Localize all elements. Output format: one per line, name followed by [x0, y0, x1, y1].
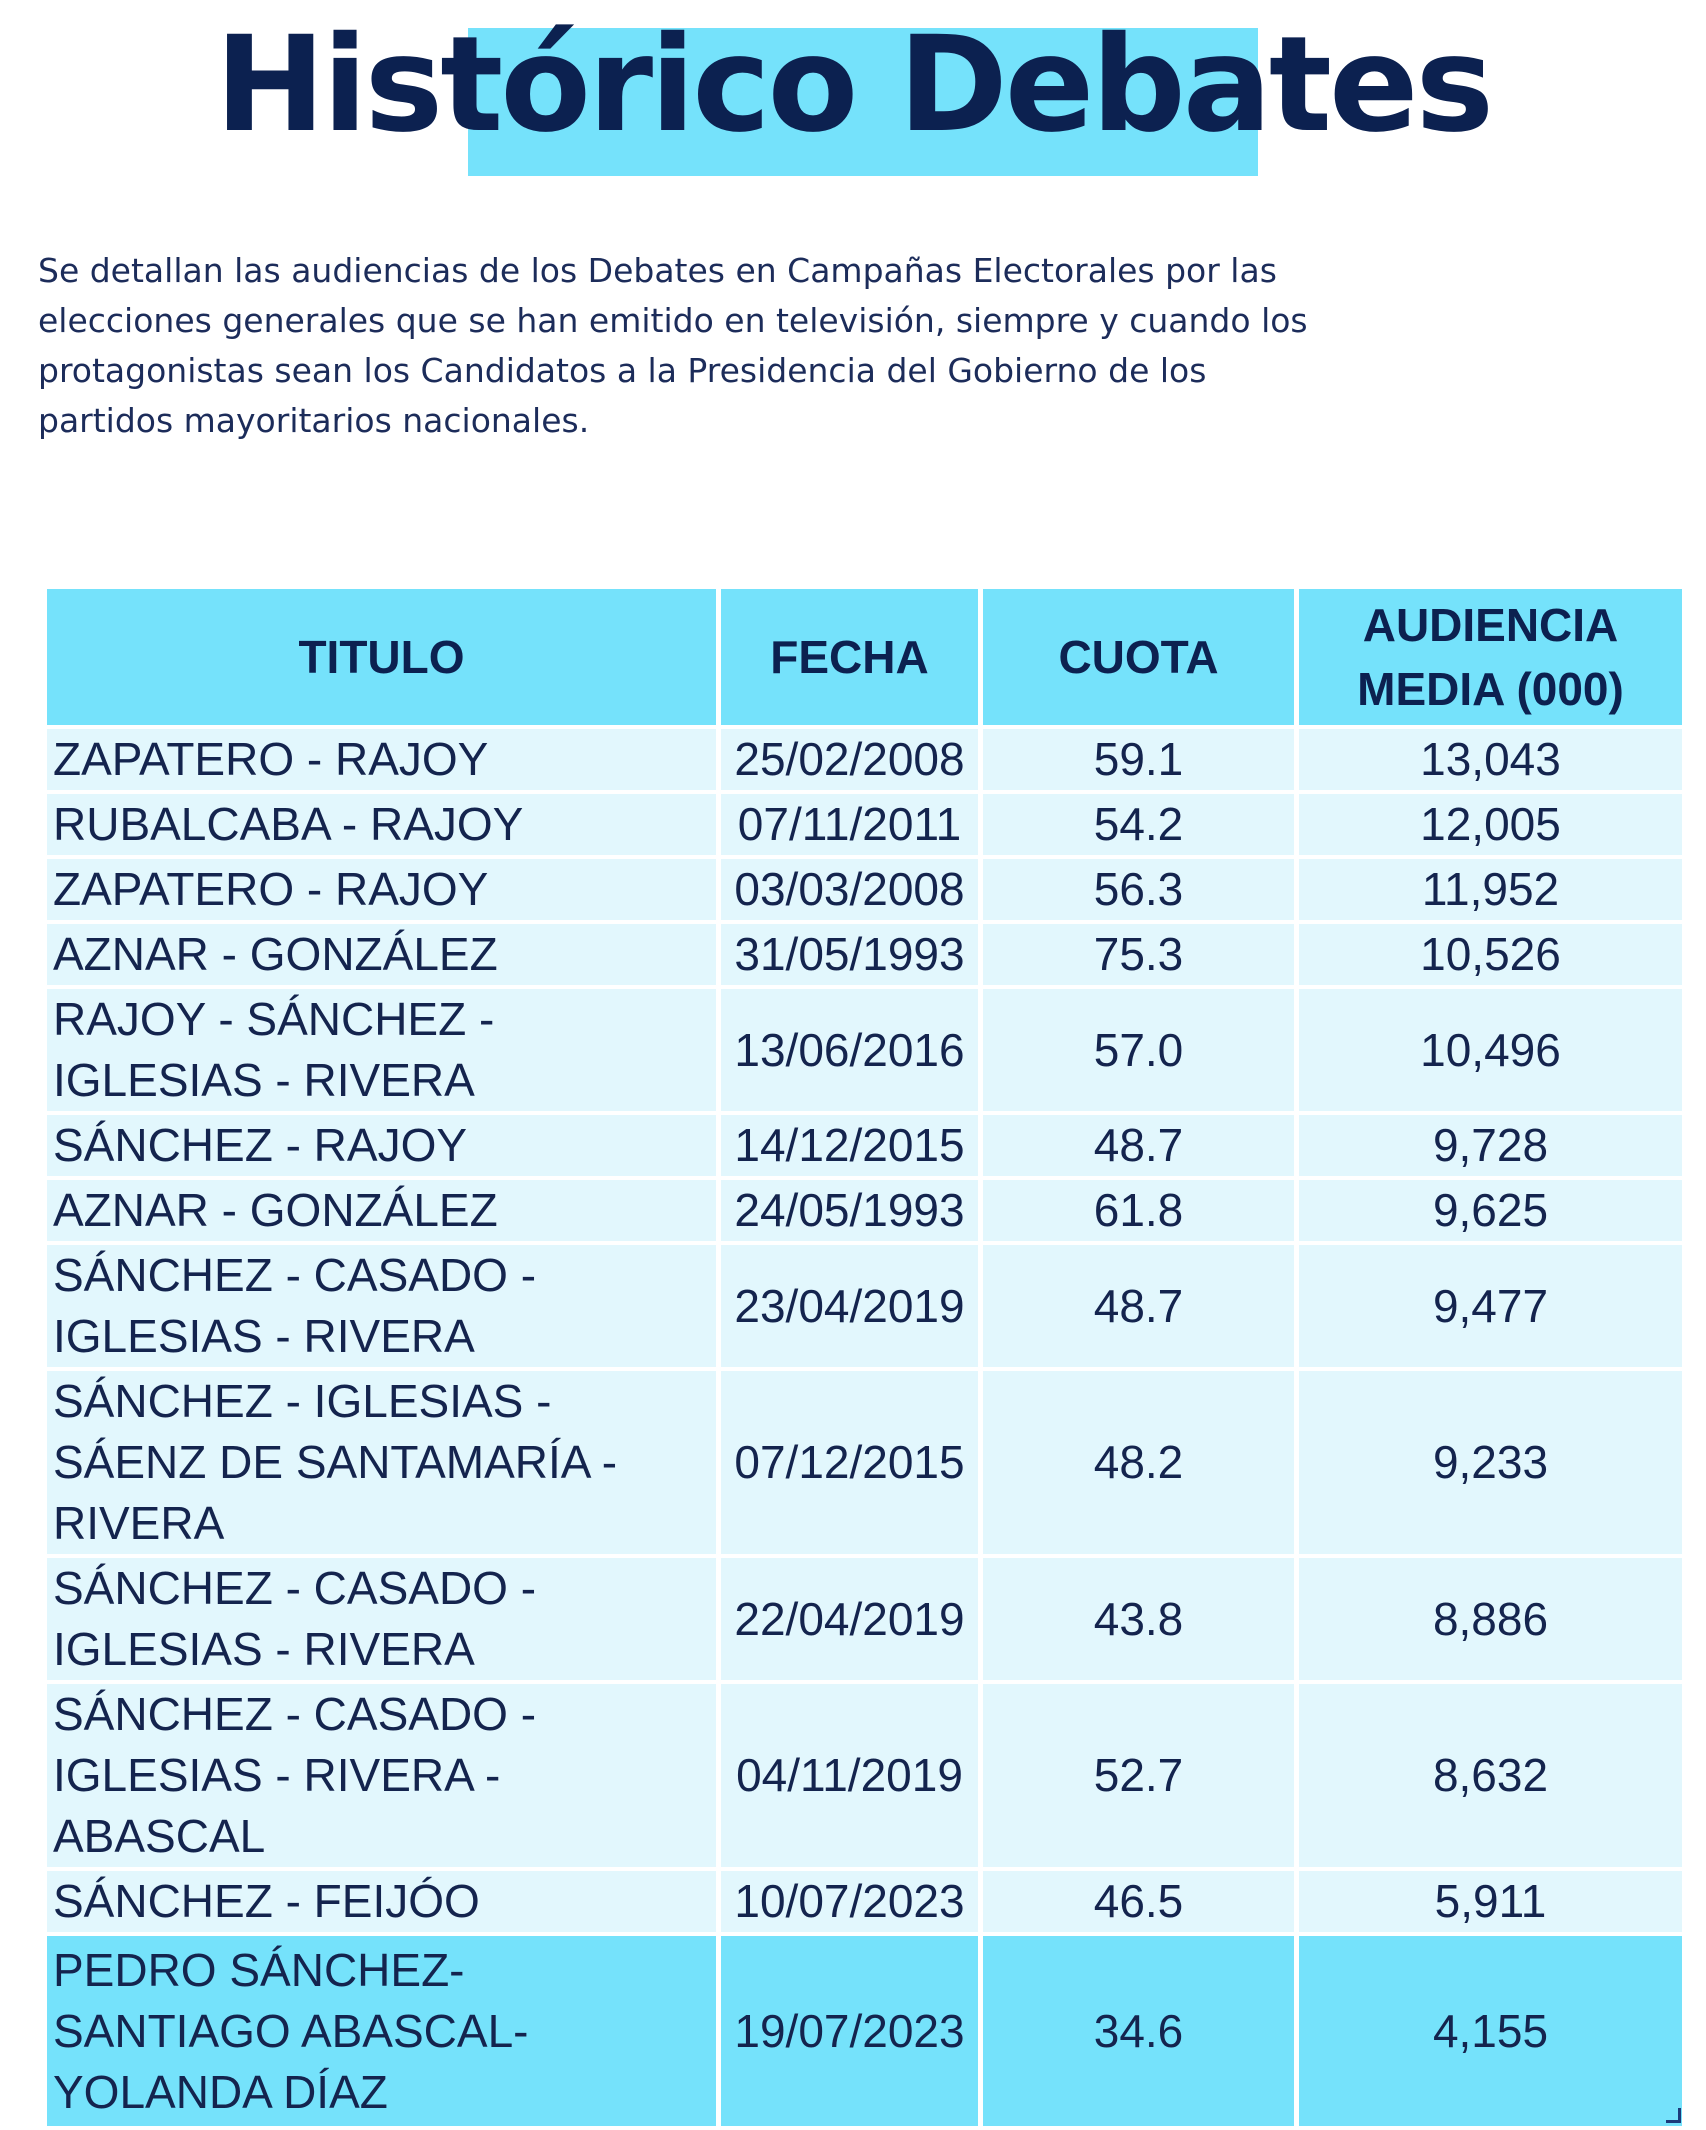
cell-cuota: 75.3	[983, 924, 1294, 985]
cell-fecha: 13/06/2016	[721, 989, 978, 1111]
table-row	[47, 729, 1682, 790]
cell-titulo	[47, 1371, 716, 1554]
cell-cuota: 54.2	[983, 794, 1294, 855]
cell-titulo-line: SÁNCHEZ - CASADO -	[53, 1249, 537, 1301]
cell-titulo	[47, 1871, 716, 1932]
cell-cuota: 48.7	[983, 1245, 1294, 1367]
cell-titulo-line: SÁNCHEZ - FEIJÓO	[53, 1875, 480, 1927]
cell-titulo	[47, 924, 716, 985]
table-row	[47, 1371, 1682, 1554]
cell-titulo-line: RUBALCABA - RAJOY	[53, 798, 524, 850]
cell-fecha: 03/03/2008	[721, 859, 978, 920]
cell-titulo	[47, 729, 716, 790]
cell-titulo	[47, 1558, 716, 1680]
table-row	[47, 1684, 1682, 1867]
cell-audiencia: 9,477	[1299, 1245, 1682, 1367]
cell-cuota: 48.2	[983, 1371, 1294, 1554]
cell-fecha: 14/12/2015	[721, 1115, 978, 1176]
table-row	[47, 1936, 1682, 2126]
cell-titulo-line: PEDRO SÁNCHEZ-	[53, 1943, 465, 1996]
cell-audiencia: 4,155	[1299, 1936, 1682, 2126]
cell-audiencia: 12,005	[1299, 794, 1682, 855]
cell-titulo-line: RIVERA	[53, 1497, 225, 1549]
cell-titulo	[47, 794, 716, 855]
cell-titulo-line: ABASCAL	[53, 1810, 266, 1862]
cell-titulo-line: IGLESIAS - RIVERA	[53, 1054, 475, 1106]
cell-titulo-line: SÁNCHEZ - CASADO -	[53, 1688, 537, 1740]
table-row	[47, 1245, 1682, 1367]
cell-fecha: 07/11/2011	[721, 794, 978, 855]
cell-titulo	[47, 859, 716, 920]
cell-audiencia: 11,952	[1299, 859, 1682, 920]
table-row	[47, 859, 1682, 920]
debates-table	[42, 585, 1687, 2130]
cell-audiencia: 9,233	[1299, 1371, 1682, 1554]
cell-fecha: 10/07/2023	[721, 1871, 978, 1932]
cell-titulo	[47, 1115, 716, 1176]
cell-titulo-line: ZAPATERO - RAJOY	[53, 733, 489, 785]
table-row	[47, 1871, 1682, 1932]
cell-audiencia: 9,625	[1299, 1180, 1682, 1241]
cell-cuota: 56.3	[983, 859, 1294, 920]
cell-cuota: 52.7	[983, 1684, 1294, 1867]
table-row	[47, 1558, 1682, 1680]
table-header-row	[47, 589, 1682, 725]
cell-fecha: 04/11/2019	[721, 1684, 978, 1867]
cell-fecha: 31/05/1993	[721, 924, 978, 985]
cell-titulo-line: YOLANDA DÍAZ	[53, 2065, 388, 2118]
cell-titulo-line: IGLESIAS - RIVERA	[53, 1623, 475, 1675]
cell-titulo-line: SÁNCHEZ - RAJOY	[53, 1119, 468, 1171]
header-cuota: CUOTA	[983, 589, 1294, 725]
header-audiencia	[1299, 589, 1682, 725]
cell-cuota: 57.0	[983, 989, 1294, 1111]
table-row	[47, 989, 1682, 1111]
cell-cuota: 61.8	[983, 1180, 1294, 1241]
cell-titulo-line: AZNAR - GONZÁLEZ	[53, 1184, 498, 1236]
cell-titulo-line: SANTIAGO ABASCAL-	[53, 2004, 529, 2057]
cell-cuota: 43.8	[983, 1558, 1294, 1680]
header-audiencia-line2: MEDIA (000)	[1357, 663, 1624, 715]
cell-titulo-line: SÁENZ DE SANTAMARÍA -	[53, 1436, 618, 1488]
cell-fecha: 23/04/2019	[721, 1245, 978, 1367]
table-row	[47, 794, 1682, 855]
cell-cuota: 48.7	[983, 1115, 1294, 1176]
cell-fecha: 07/12/2015	[721, 1371, 978, 1554]
header-audiencia-line1: AUDIENCIA	[1362, 599, 1619, 651]
cell-audiencia: 10,496	[1299, 989, 1682, 1111]
cell-audiencia: 8,632	[1299, 1684, 1682, 1867]
cell-titulo-line: IGLESIAS - RIVERA	[53, 1310, 475, 1362]
cell-titulo	[47, 1245, 716, 1367]
cell-titulo-line: ZAPATERO - RAJOY	[53, 863, 489, 915]
cell-titulo	[47, 1684, 716, 1867]
cell-cuota: 46.5	[983, 1871, 1294, 1932]
cell-titulo-line: RAJOY - SÁNCHEZ -	[53, 993, 495, 1045]
intro-paragraph: Se detallan las audiencias de los Debates en Campañas Electorales por las elecciones generales que se han emitido en televisión, siempre y cuando los protagonistas sean los Candidatos a la Presidencia del Gobierno de los partidos mayoritarios nacionales.	[38, 251, 1308, 440]
cell-audiencia: 9,728	[1299, 1115, 1682, 1176]
cell-audiencia: 13,043	[1299, 729, 1682, 790]
cell-audiencia: 8,886	[1299, 1558, 1682, 1680]
cell-fecha: 22/04/2019	[721, 1558, 978, 1680]
header-fecha: FECHA	[721, 589, 978, 725]
cell-audiencia: 10,526	[1299, 924, 1682, 985]
cell-titulo	[47, 989, 716, 1111]
corner-mark-icon	[1666, 2108, 1681, 2123]
table-row	[47, 924, 1682, 985]
cell-fecha: 24/05/1993	[721, 1180, 978, 1241]
header-titulo: TITULO	[47, 589, 716, 725]
table-row	[47, 1180, 1682, 1241]
cell-titulo-line: AZNAR - GONZÁLEZ	[53, 928, 498, 980]
table-row	[47, 1115, 1682, 1176]
table-body	[47, 729, 1682, 2126]
cell-titulo	[47, 1936, 716, 2126]
cell-titulo	[47, 1180, 716, 1241]
cell-fecha: 19/07/2023	[721, 1936, 978, 2126]
cell-titulo-line: SÁNCHEZ - IGLESIAS -	[53, 1375, 552, 1427]
cell-titulo-line: IGLESIAS - RIVERA -	[53, 1749, 501, 1801]
page-title: Histórico Debates	[214, 8, 1492, 162]
cell-titulo-line: SÁNCHEZ - CASADO -	[53, 1562, 537, 1614]
cell-cuota: 59.1	[983, 729, 1294, 790]
cell-fecha: 25/02/2008	[721, 729, 978, 790]
cell-audiencia: 5,911	[1299, 1871, 1682, 1932]
cell-cuota: 34.6	[983, 1936, 1294, 2126]
